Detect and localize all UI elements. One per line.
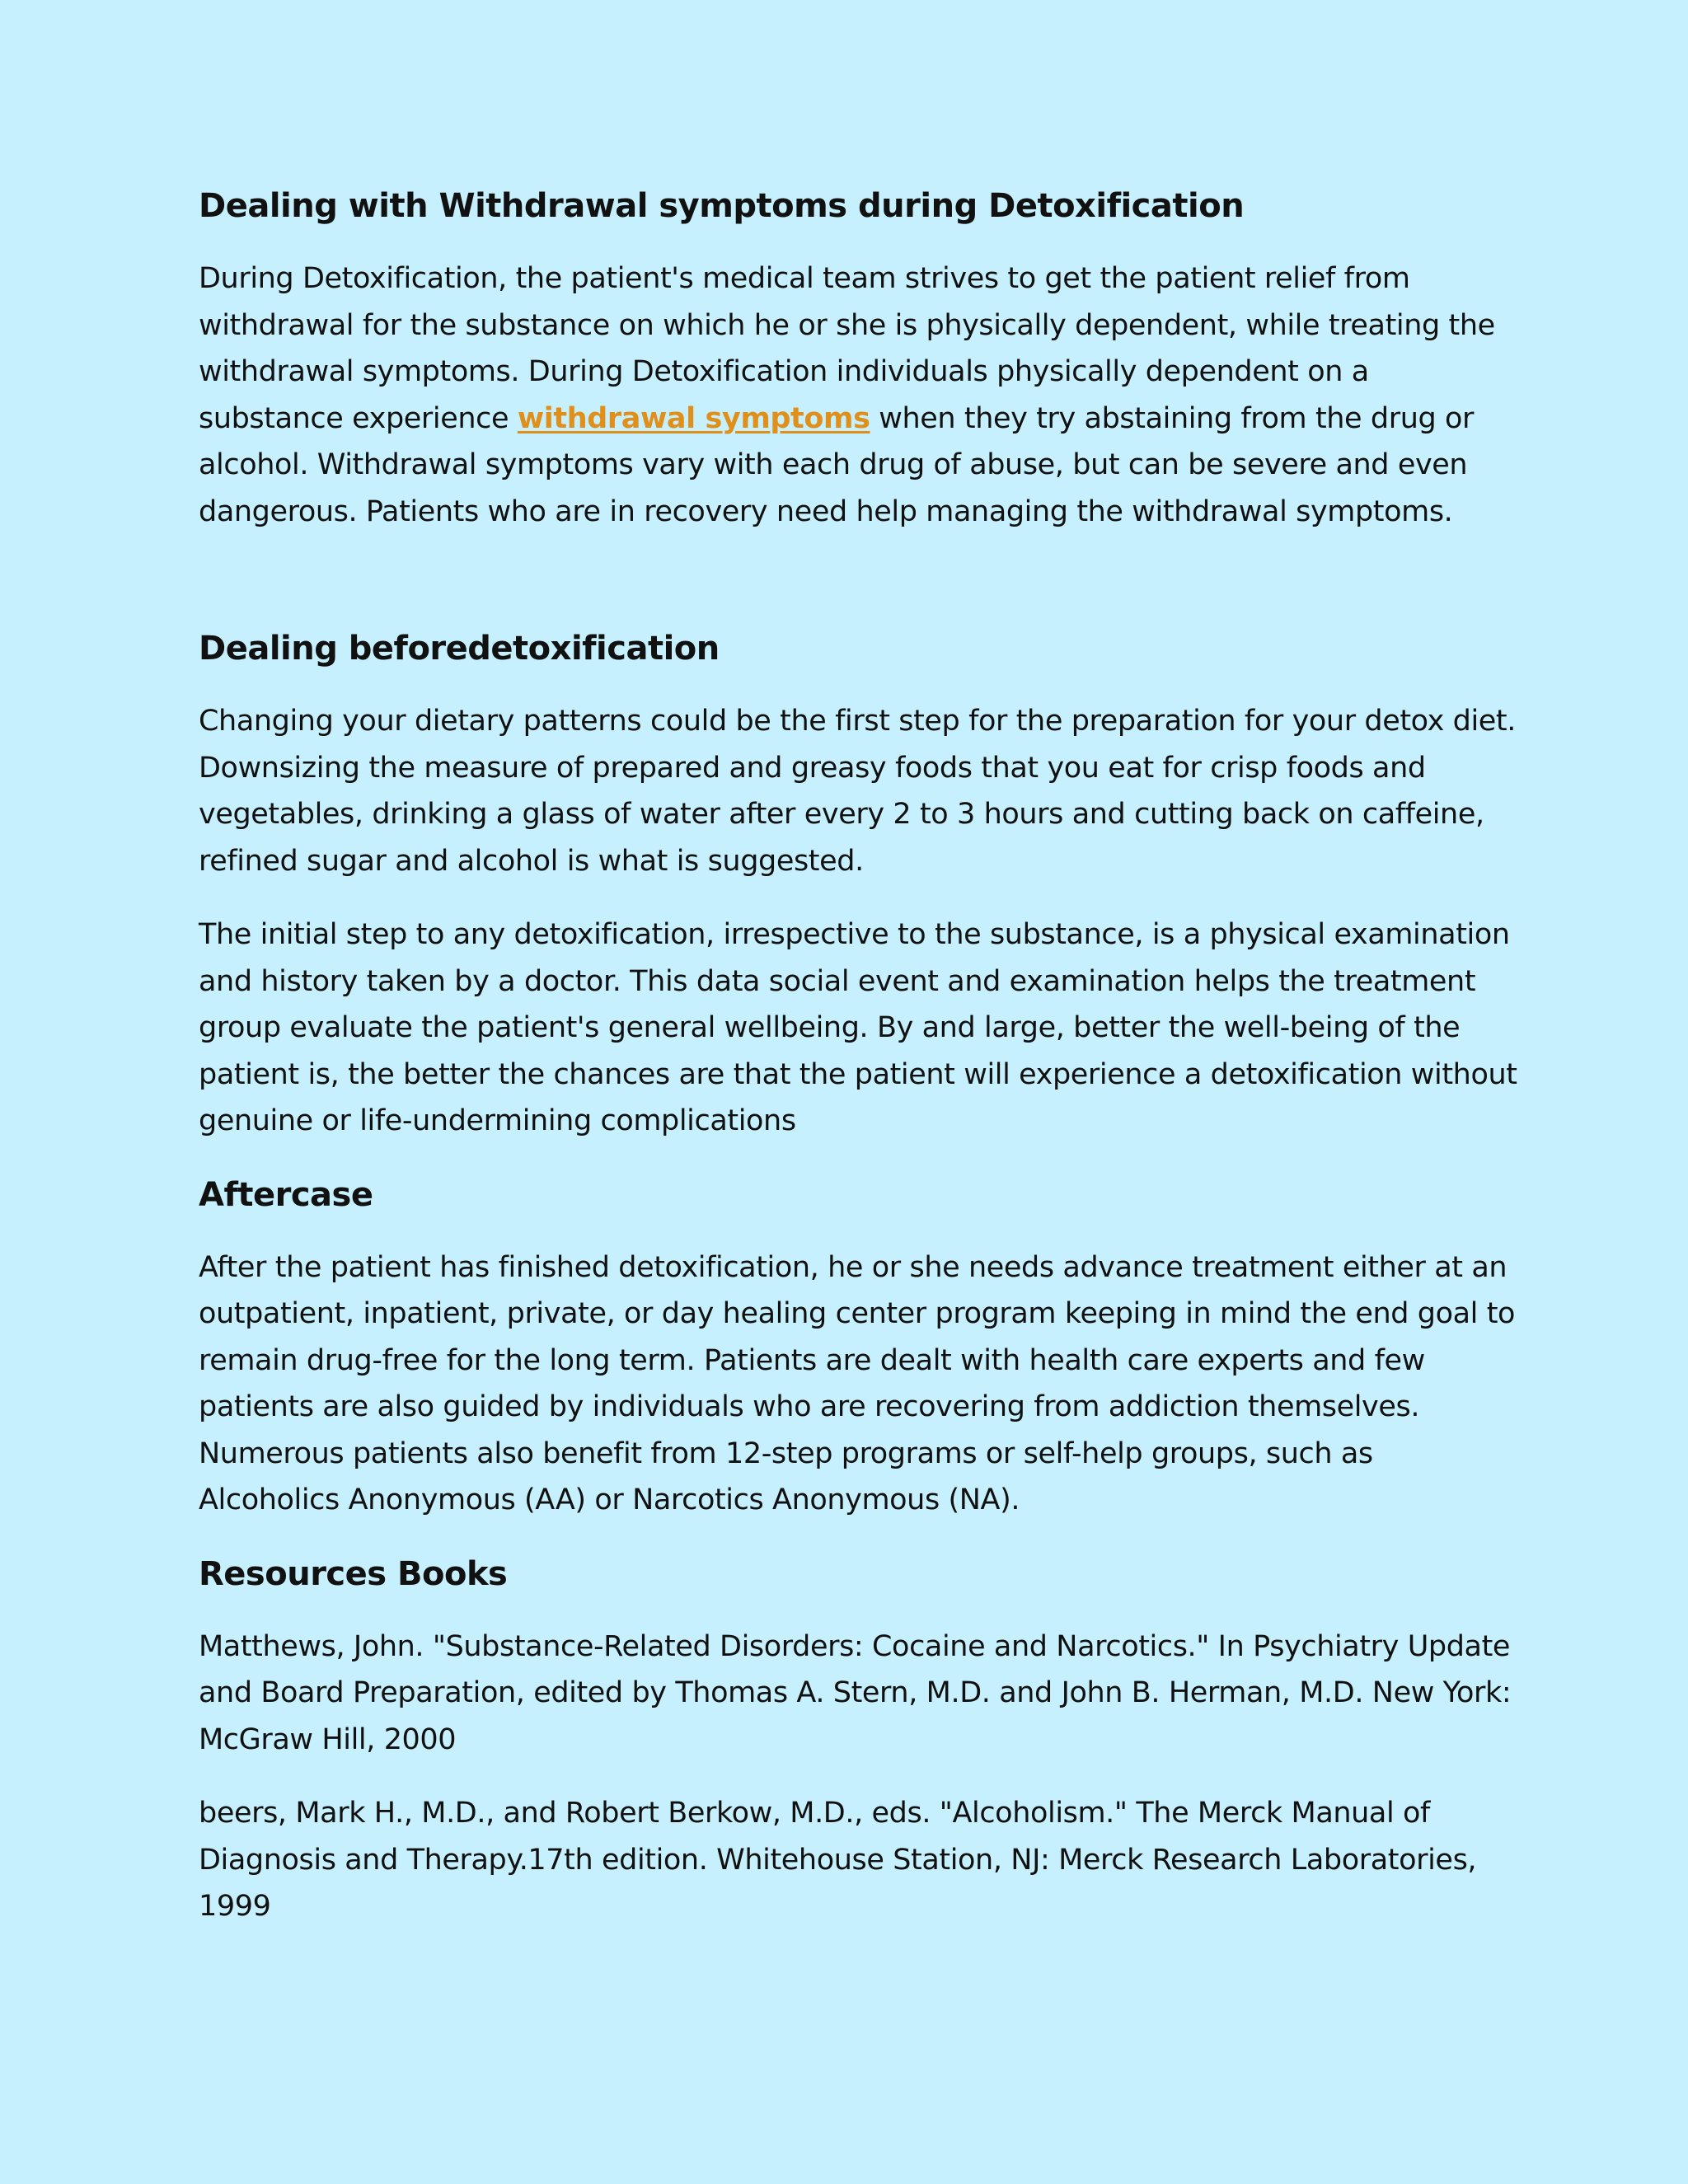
withdrawal-symptoms-link[interactable]: withdrawal symptoms (517, 401, 870, 435)
heading-aftercase: Aftercase (199, 1175, 373, 1214)
heading-resources-books: Resources Books (199, 1554, 508, 1593)
reference-item: Matthews, John. "Substance-Related Disorders: Cocaine and Narcotics." In Psychiatry Update and Board Preparation, edited by Thomas A. Stern, M.D. and John B. Herman, M.D. New York: McGraw Hill, 2000 (199, 1629, 1512, 1756)
heading-dealing-before-detox: Dealing beforedetoxification (199, 630, 720, 668)
paragraph-text-after-link: when they try abstaining from the drug or alcohol. Withdrawal symptoms vary with each drug of abuse, but can be severe and even dangerous. Patients who are in recovery need help managing the withdrawal symptoms. (199, 401, 1475, 528)
document-content (199, 183, 1517, 1930)
reference-item: beers, Mark H., M.D., and Robert Berkow, M.D., eds. "Alcoholism." The Merck Manual of Diagnosis and Therapy.17th edition. Whitehouse Station, NJ: Merck Research Laboratories, 1999 (199, 1797, 1477, 1923)
heading-withdrawal-symptoms: Dealing with Withdrawal symptoms during Detoxification (199, 187, 1245, 225)
paragraph-initial-step: The initial step to any detoxification, irrespective to the substance, is a physical examination and history taken by a doctor. This data social event and examination helps the treatment group evaluate the patient's general wellbeing. By and large, better the well-being of the patient is, the better the chances are that the patient will experience a detoxification without genuine or life-undermining complications (199, 918, 1517, 1137)
paragraph-text-before-link: During Detoxification, the patient's medical team strives to get the patient relief from withdrawal for the substance on which he or she is physically dependent, while treating the withdrawal symptoms. During Detoxification individuals physically dependent on a substance experience (199, 262, 1495, 435)
paragraph-dietary-patterns: Changing your dietary patterns could be the first step for the preparation for your detox diet. Downsizing the measure of prepared and greasy foods that you eat for crisp foods and vegetables, drinking a glass of water after every 2 to 3 hours and cutting back on caffeine, refined sugar and alcohol is what is suggested. (199, 705, 1516, 878)
paragraph-aftercase: After the patient has finished detoxification, he or she needs advance treatment either at an outpatient, inpatient, private, or day healing center program keeping in mind the end goal to remain drug-free for the long term. Patients are dealt with health care experts and few patients are also guided by individuals who are recovering from addiction themselves. Numerous patients also benefit from 12-step programs or self-help groups, such as Alcoholics Anonymous (AA) or Narcotics Anonymous (NA). (199, 1250, 1516, 1516)
paragraph-withdrawal-intro (199, 255, 1517, 535)
